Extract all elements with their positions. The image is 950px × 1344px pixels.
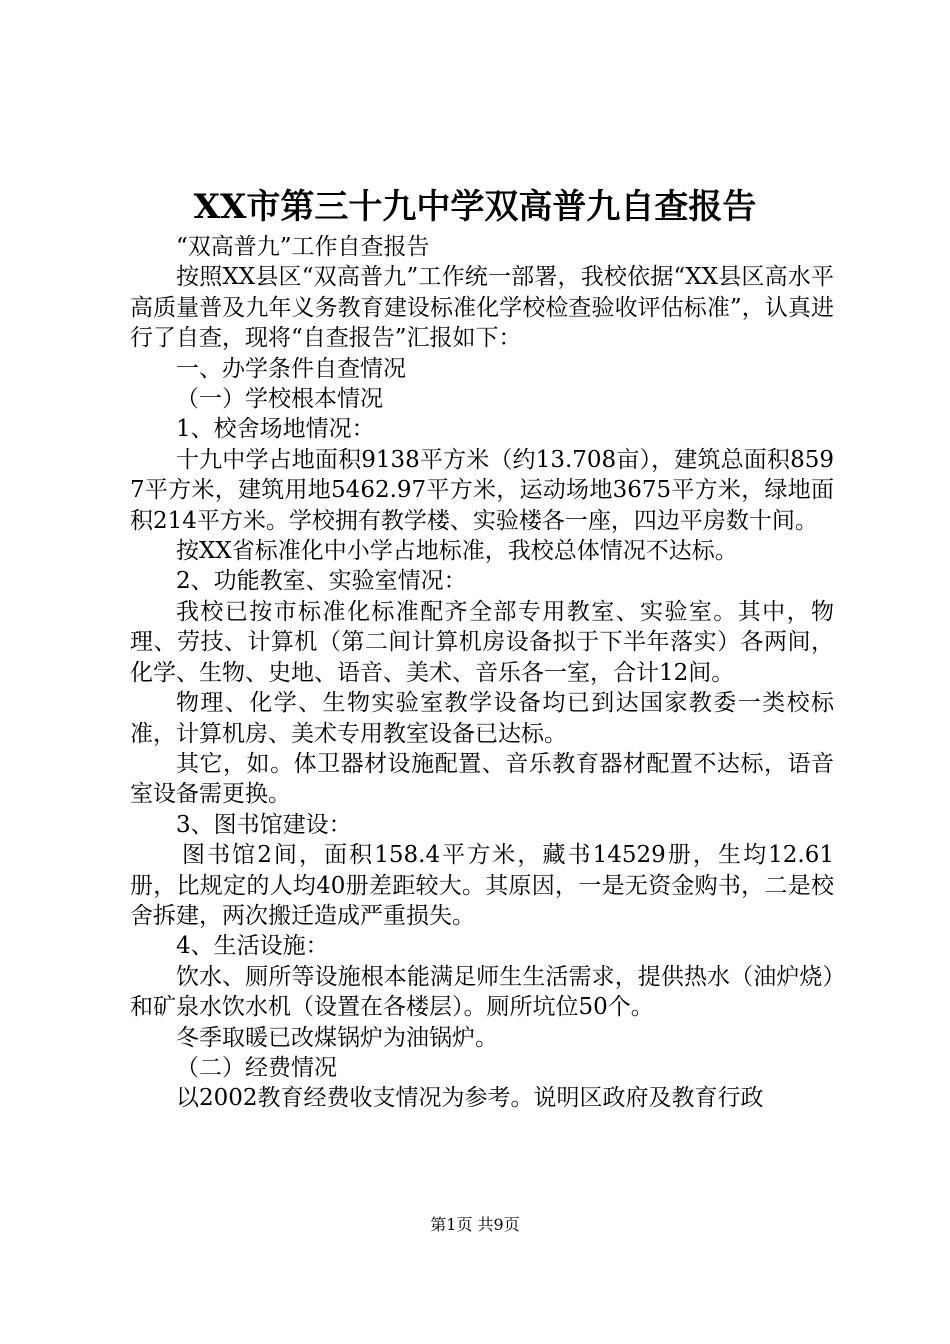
paragraph: 物理、化学、生物实验室教学设备均已到达国家教委一类校标准，计算机房、美术专用教室设备已达标。 bbox=[130, 690, 834, 747]
paragraph: 冬季取暖已改煤锅炉为油锅炉。 bbox=[176, 1024, 498, 1051]
item-heading: 2、功能教室、实验室情况： bbox=[176, 568, 467, 595]
document-title: XX市第三十九中学双高普九自查报告 bbox=[193, 187, 757, 227]
page-footer: 第1页 共9页 bbox=[430, 1215, 520, 1234]
section-heading: 一、办学条件自查情况 bbox=[176, 355, 406, 382]
subsection-heading: （一）学校根本情况 bbox=[176, 386, 383, 413]
paragraph: 其它，如。体卫器材设施配置、音乐教育器材配置不达标，语音室设备需更换。 bbox=[130, 750, 834, 808]
paragraph: 我校已按市标准化标准配齐全部专用教室、实验室。其中，物理、劳技、计算机（第二间计算机房设备拟于下半年落实）各两间，化学、生物、史地、语音、美术、音乐各一室，合计12间。 bbox=[130, 598, 834, 686]
item-heading: 3、图书馆建设： bbox=[176, 811, 352, 838]
paragraph: “双高普九”工作自查报告 bbox=[176, 234, 430, 260]
paragraph: 按XX省标准化中小学占地标准，我校总体情况不达标。 bbox=[176, 538, 738, 565]
item-heading: 4、生活设施： bbox=[176, 933, 329, 960]
document-body bbox=[130, 232, 834, 1114]
paragraph: 饮水、厕所等设施根本能满足师生生活需求，提供热水（油炉烧）和矿泉水饮水机（设置在各楼层）。厕所坑位50个。 bbox=[130, 963, 834, 1021]
paragraph: 图书馆2间，面积158.4平方米，藏书14529册，生均12.61册，比规定的人均40册差距较大。其原因，一是无资金购书，二是校舍拆建，两次搬迁造成严重损失。 bbox=[130, 842, 834, 929]
paragraph: 以2002教育经费收支情况为参考。说明区政府及教育行政 bbox=[176, 1085, 764, 1112]
subsection-heading: （二）经费情况 bbox=[176, 1054, 337, 1081]
paragraph: 按照XX县区“双高普九”工作统一部署，我校依据“XX县区高水平高质量普及九年义务教育建设标准化学校检查验收评估标准”，认真进行了自查，现将“自查报告”汇报如下： bbox=[130, 264, 834, 352]
item-heading: 1、校舍场地情况： bbox=[176, 416, 375, 443]
paragraph: 十九中学占地面积9138平方米（约13.708亩），建筑总面积8597平方米，建筑用地5462.97平方米，运动场地3675平方米，绿地面积214平方米。学校拥有教学楼、实验楼各一座，四边平房数十间。 bbox=[130, 446, 834, 534]
